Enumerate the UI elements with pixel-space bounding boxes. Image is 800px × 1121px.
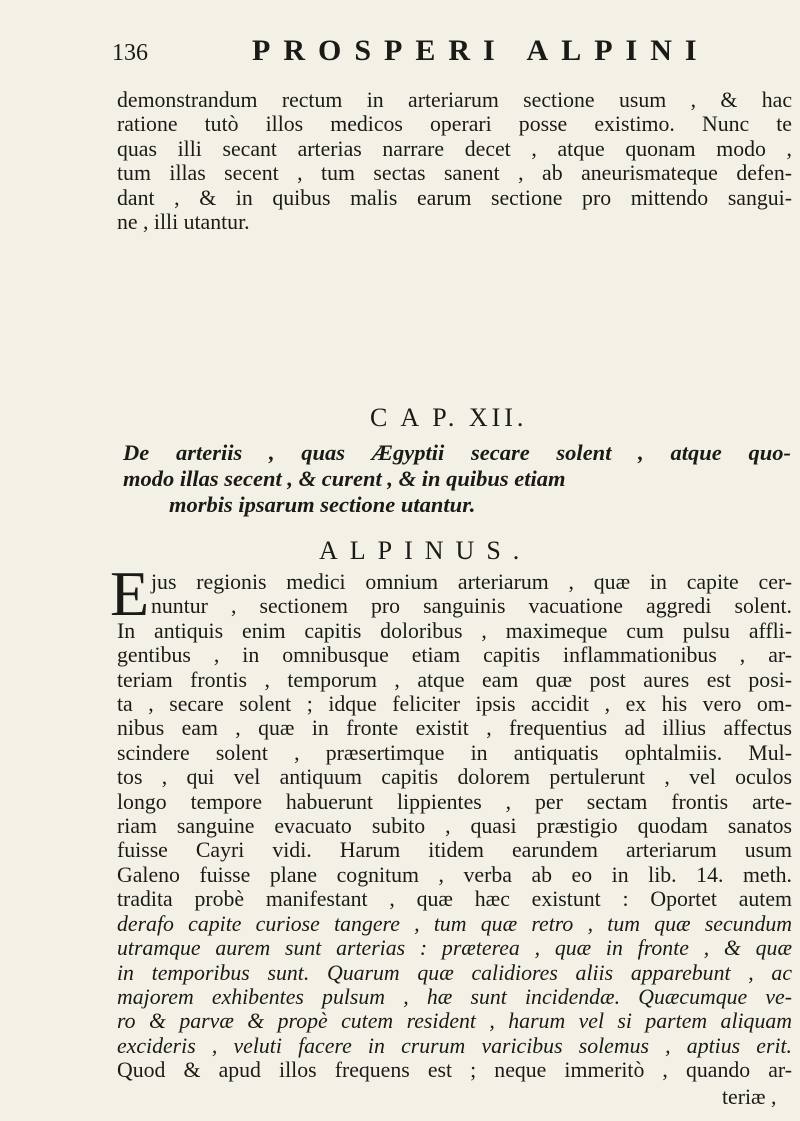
text-line: ta , secare solent ; idque feliciter ipsis accidit , ex his vero om- [117, 692, 792, 717]
text-line: quas illi secant arterias narrare decet , atque quonam modo , [117, 136, 792, 161]
text-line: scindere solent , præsertimque in antiquatis ophtalmiis. Mul- [117, 740, 792, 765]
text-line: Galeno fuisse plane cognitum , verba ab eo in lib. 14. meth. [117, 862, 792, 887]
text-line: tradita probè manifestant , quæ hæc existunt : Oportet autem [117, 887, 792, 912]
chapter-title-line: modo illas secent , & curent , & in quibus etiam [123, 466, 566, 491]
text-line: majorem exhibentes pulsum , hæ sunt incidendæ. Quæcumque ve- [117, 984, 792, 1009]
text-line: gentibus , in omnibusque etiam capitis inflammationibus , ar- [117, 643, 792, 668]
speaker-heading: ALPINUS. [319, 536, 532, 565]
text-line: ne , illi utantur. [117, 210, 250, 235]
page-number: 136 [112, 40, 148, 66]
chapter-title [123, 440, 791, 518]
text-line: derafo capite curiose tangere , tum quæ retro , tum quæ secundum [117, 911, 792, 936]
text-line: riam sanguine evacuato subito , quasi præstigio quodam sanatos [117, 814, 792, 839]
body-paragraph [117, 570, 792, 1083]
page-header [112, 34, 762, 74]
chapter-label: C A P. XII. [370, 403, 528, 432]
text-line: teriam frontis , temporum , atque eam quæ post aures est posi- [117, 667, 792, 692]
text-line: demonstrandum rectum in arteriarum sectione usum , & hac [117, 88, 792, 112]
text-line: in temporibus sunt. Quarum quæ calidiores aliis apparebunt , ac [117, 960, 792, 985]
text-line: excideris , veluti facere in crurum varicibus solemus , aptius erit. [117, 1033, 792, 1058]
text-line: dant , & in quibus malis earum sectione pro mittendo sangui- [117, 185, 792, 210]
text-line: nuntur , sectionem pro sanguinis vacuatione aggredi solent. [151, 594, 792, 619]
catchword: teriæ , [722, 1085, 777, 1109]
chapter-title-line: De arteriis , quas Ægyptii secare solent , atque quo- [123, 440, 791, 465]
running-head: PROSPERI ALPINI [252, 34, 710, 67]
text-line: ro & parvæ & propè cutem resident , harum vel si partem aliquam [117, 1009, 792, 1034]
chapter-title-line: morbis ipsarum sectione utantur. [169, 492, 476, 517]
intro-paragraph [117, 88, 792, 234]
text-line: tos , qui vel antiquum capitis dolorem pertulerunt , vel oculos [117, 765, 792, 790]
text-line: tum illas secent , tum sectas sanent , ab aneurismateque defen- [117, 161, 792, 186]
text-line: fuisse Cayri vidi. Harum itidem earundem arteriarum usum [117, 838, 792, 863]
text-line: In antiquis enim capitis doloribus , maximeque cum pulsu affli- [117, 618, 792, 643]
text-line: longo tempore habuerunt lippientes , per sectam frontis arte- [117, 789, 792, 814]
text-line: jus regionis medici omnium arteriarum , quæ in capite cer- [151, 570, 792, 594]
text-line: utramque aurem sunt arterias : præterea , quæ in fronte , & quæ [117, 936, 792, 961]
text-line: Quod & apud illos frequens est ; neque immeritò , quando ar- [117, 1058, 792, 1083]
drop-cap: E [110, 558, 150, 629]
text-line: ratione tutò illos medicos operari posse existimo. Nunc te [117, 112, 792, 137]
text-line: nibus eam , quæ in fronte existit , frequentius ad illius affectus [117, 716, 792, 741]
